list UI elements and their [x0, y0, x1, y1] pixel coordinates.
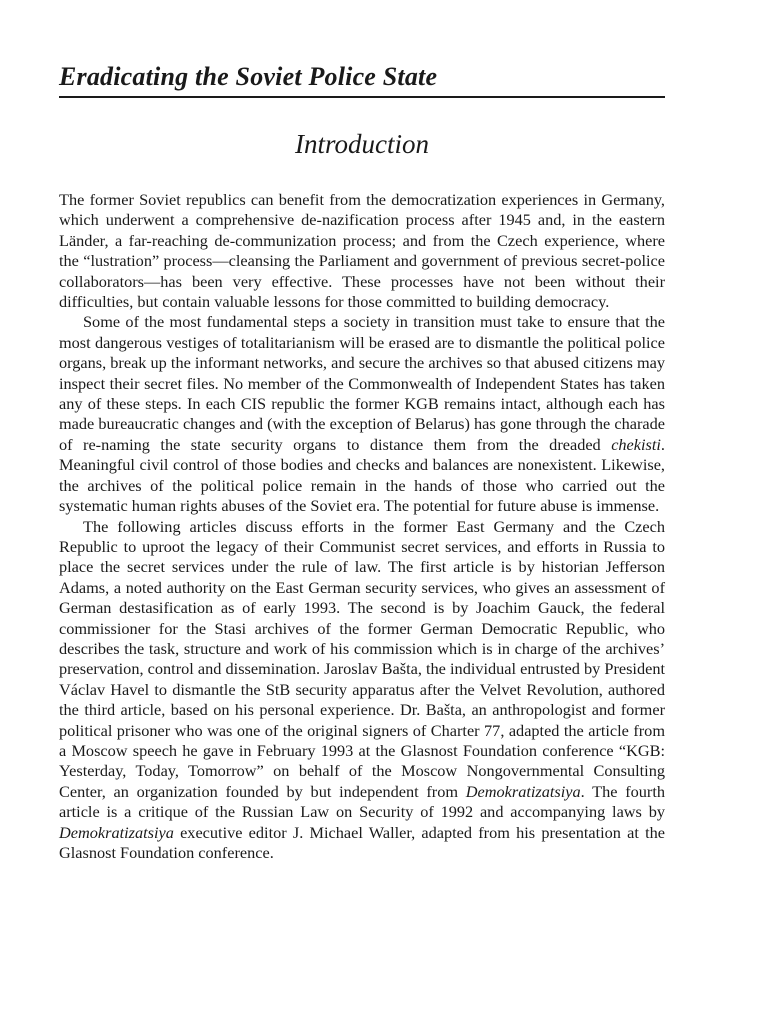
paragraph-2-text-b: . Meaningful civil control of those bodies and checks and balances are nonexistent. Likewise, the archives of the political police remain in the hands of those who carried out the systematic human rights abuses of the Soviet era. The potential for future abuse is immense. — [59, 434, 665, 516]
paragraph-2-italic-term: chekisti — [611, 434, 661, 454]
paragraph-2-text-a: Some of the most fundamental steps a society in transition must take to ensure that the most dangerous vestiges of totalitarianism will be erased are to dismantle the political police organs, break up the informant networks, and secure the archives so that abused citizens may inspect their secret files. No member of the Commonwealth of Independent States has taken any of these steps. In each CIS republic the former KGB remains intact, although each has made bureaucratic changes and (with the exception of Belarus) has gone through the charade of re-naming the state security organs to distance them from the dreaded — [59, 312, 665, 454]
article-body — [59, 190, 665, 863]
header-rule-divider — [59, 96, 665, 98]
section-title: Introduction — [295, 129, 429, 159]
paragraph-3-text-b: . The fourth article is a critique of the Russian Law on Security of 1992 and accompanying laws by — [59, 781, 665, 822]
paragraph-3-italic-term-2: Demokratizatsiya — [59, 822, 174, 842]
paragraph-3-text-c: executive editor J. Michael Waller, adapted from his presentation at the Glasnost Foundation conference. — [59, 822, 665, 862]
paragraph-2 — [59, 312, 665, 516]
paragraph-3 — [59, 517, 665, 864]
paragraph-1 — [59, 190, 665, 312]
paragraph-3-italic-term-1: Demokratizatsiya — [465, 781, 581, 801]
paragraph-1-text: The former Soviet republics can benefit from the democratization experiences in Germany, which underwent a comprehensive de-nazification process after 1945 and, in the eastern Länder, a far-reaching de-communization process; and from the Czech experience, where the “lustration” process—cleansing the Parliament and government of previous secret-police collaborators—has been very effective. These processes have not been without their difficulties, but contain valuable lessons for those committed to building democracy. — [59, 190, 665, 312]
running-head-title: Eradicating the Soviet Police State — [59, 62, 438, 91]
paragraph-3-text-a: The following articles discuss efforts in the former East Germany and the Czech Republic to uproot the legacy of their Communist secret services, and efforts in Russia to place the secret services under the rule of law. The first article is by historian Jefferson Adams, a noted authority on the East German security services, who gives an assessment of German destasification as of early 1993. The second is by Joachim Gauck, the federal commissioner for the Stasi archives of the former German Democratic Republic, who describes the task, structure and work of his commission which is in charge of the archives’ preservation, control and dissemination. Jaroslav Bašta, the individual entrusted by President Václav Havel to dismantle the StB security apparatus after the Velvet Revolution, authored the third article, based on his personal experience. Dr. Bašta, an anthropologist and former political prisoner who was one of the original signers of Charter 77, adapted the article from a Moscow speech he gave in February 1993 at the Glasnost Foundation conference “KGB: Yesterday, Today, Tomorrow” on behalf of the Moscow Nongovernmental Consulting Center, an organization founded by but independent from — [59, 516, 665, 801]
